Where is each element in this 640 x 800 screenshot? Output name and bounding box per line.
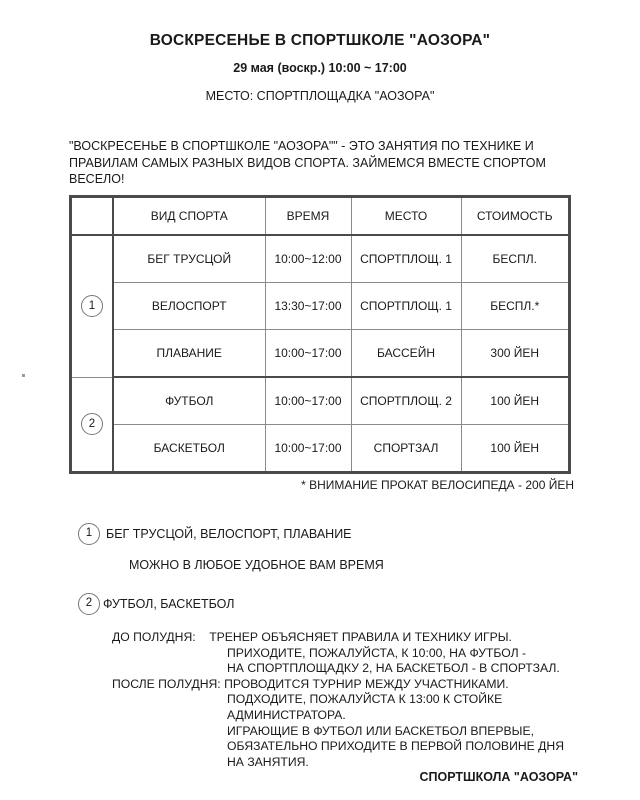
circled-number-icon: 1 xyxy=(78,523,100,545)
instruction-afternoon-line-4: ИГРАЮЩИЕ В ФУТБОЛ ИЛИ БАСКЕТБОЛ ВПЕРВЫЕ, xyxy=(227,723,534,738)
instruction-afternoon-label: ПОСЛЕ ПОЛУДНЯ: xyxy=(112,676,221,691)
bike-rental-footnote: * ВНИМАНИЕ ПРОКАТ ВЕЛОСИПЕДА - 200 ЙЕН xyxy=(301,478,574,492)
instruction-afternoon-line-1: ПРОВОДИТСЯ ТУРНИР МЕЖДУ УЧАСТНИКАМИ. xyxy=(224,676,509,691)
event-datetime: 29 мая (воскр.) 10:00 ~ 17:00 xyxy=(233,61,407,75)
instructions-block xyxy=(112,630,582,770)
group-marker-cell-1 xyxy=(71,235,113,377)
instruction-morning-row xyxy=(112,630,582,646)
cell-sport: БАСКЕТБОЛ xyxy=(113,425,265,473)
page-title: ВОСКРЕСЕНЬЕ В СПОРТШКОЛЕ "АОЗОРА" xyxy=(149,32,491,49)
instruction-morning-line-2: ПРИХОДИТЕ, ПОЖАЛУЙСТА, К 10:00, НА ФУТБОЛ - xyxy=(227,645,527,660)
cell-sport: ПЛАВАНИЕ xyxy=(113,330,265,378)
cell-time: 10:00~12:00 xyxy=(265,235,351,283)
instruction-afternoon-line-6: НА ЗАНЯТИЯ. xyxy=(227,754,309,769)
circled-number-icon: 1 xyxy=(81,295,103,317)
instruction-morning-label: ДО ПОЛУДНЯ: xyxy=(112,630,196,644)
footer-signature: СПОРТШКОЛА "АОЗОРА" xyxy=(419,770,578,784)
cell-time: 10:00~17:00 xyxy=(265,377,351,425)
cell-cost: БЕСПЛ.* xyxy=(461,283,569,330)
legend-item-1-note: МОЖНО В ЛЮБОЕ УДОБНОЕ ВАМ ВРЕМЯ xyxy=(129,558,384,572)
cell-time: 13:30~17:00 xyxy=(265,283,351,330)
cell-place: СПОРТПЛОЩ. 1 xyxy=(351,235,461,283)
instruction-afternoon-line-3: АДМИНИСТРАТОРА. xyxy=(227,707,346,722)
cell-place: БАССЕЙН xyxy=(351,330,461,378)
cell-cost: БЕСПЛ. xyxy=(461,235,569,283)
cell-sport: ВЕЛОСПОРТ xyxy=(113,283,265,330)
instruction-afternoon-line-2: ПОДХОДИТЕ, ПОЖАЛУЙСТА К 13:00 К СТОЙКЕ xyxy=(227,692,503,707)
scan-artifact-dot xyxy=(22,374,25,377)
schedule-table xyxy=(70,196,570,473)
schedule-table-container xyxy=(70,196,568,473)
table-row xyxy=(71,330,569,378)
cell-time: 10:00~17:00 xyxy=(265,330,351,378)
cell-place: СПОРТПЛОЩ. 2 xyxy=(351,377,461,425)
table-row xyxy=(71,283,569,330)
cell-cost: 100 ЙЕН xyxy=(461,425,569,473)
cell-sport: ФУТБОЛ xyxy=(113,377,265,425)
cell-place: СПОРТЗАЛ xyxy=(351,425,461,473)
event-venue: МЕСТО: СПОРТПЛОЩАДКА "АОЗОРА" xyxy=(205,89,435,103)
legend-item-1 xyxy=(78,523,352,545)
instruction-afternoon-line-5: ОБЯЗАТЕЛЬНО ПРИХОДИТЕ В ПЕРВОЙ ПОЛОВИНЕ ДНЯ xyxy=(227,739,564,754)
cell-cost: 100 ЙЕН xyxy=(461,377,569,425)
circled-number-icon: 2 xyxy=(78,593,100,615)
cell-sport: БЕГ ТРУСЦОЙ xyxy=(113,235,265,283)
legend-item-1-label: БЕГ ТРУСЦОЙ, ВЕЛОСПОРТ, ПЛАВАНИЕ xyxy=(106,527,352,541)
table-header-sport: ВИД СПОРТА xyxy=(113,197,265,235)
table-header-row xyxy=(71,197,569,235)
cell-time: 10:00~17:00 xyxy=(265,425,351,473)
intro-paragraph: "ВОСКРЕСЕНЬЕ В СПОРТШКОЛЕ "АОЗОРА"" - ЭТО ЗАНЯТИЯ ПО ТЕХНИКЕ И ПРАВИЛАМ САМЫХ РАЗНЫХ ВИДОВ СПОРТА. ЗАЙМЕМСЯ ВМЕСТЕ СПОРТОМ ВЕСЕЛО! xyxy=(69,139,546,186)
legend-item-2 xyxy=(78,593,234,615)
cell-cost: 300 ЙЕН xyxy=(461,330,569,378)
table-row xyxy=(71,235,569,283)
cell-place: СПОРТПЛОЩ. 1 xyxy=(351,283,461,330)
instruction-morning-line-3: НА СПОРТПЛОЩАДКУ 2, НА БАСКЕТБОЛ - В СПОРТЗАЛ. xyxy=(227,661,560,676)
table-header-place: МЕСТО xyxy=(351,197,461,235)
table-header-cost: СТОИМОСТЬ xyxy=(461,197,569,235)
legend-item-2-label: ФУТБОЛ, БАСКЕТБОЛ xyxy=(103,597,235,611)
group-marker-cell-2 xyxy=(71,377,113,472)
table-row xyxy=(71,425,569,473)
circled-number-icon: 2 xyxy=(81,413,103,435)
table-header-group xyxy=(71,197,113,235)
table-row xyxy=(71,377,569,425)
instruction-afternoon-row xyxy=(112,677,582,693)
table-header-time: ВРЕМЯ xyxy=(265,197,351,235)
instruction-morning-line-1: ТРЕНЕР ОБЪЯСНЯЕТ ПРАВИЛА И ТЕХНИКУ ИГРЫ. xyxy=(209,630,512,644)
